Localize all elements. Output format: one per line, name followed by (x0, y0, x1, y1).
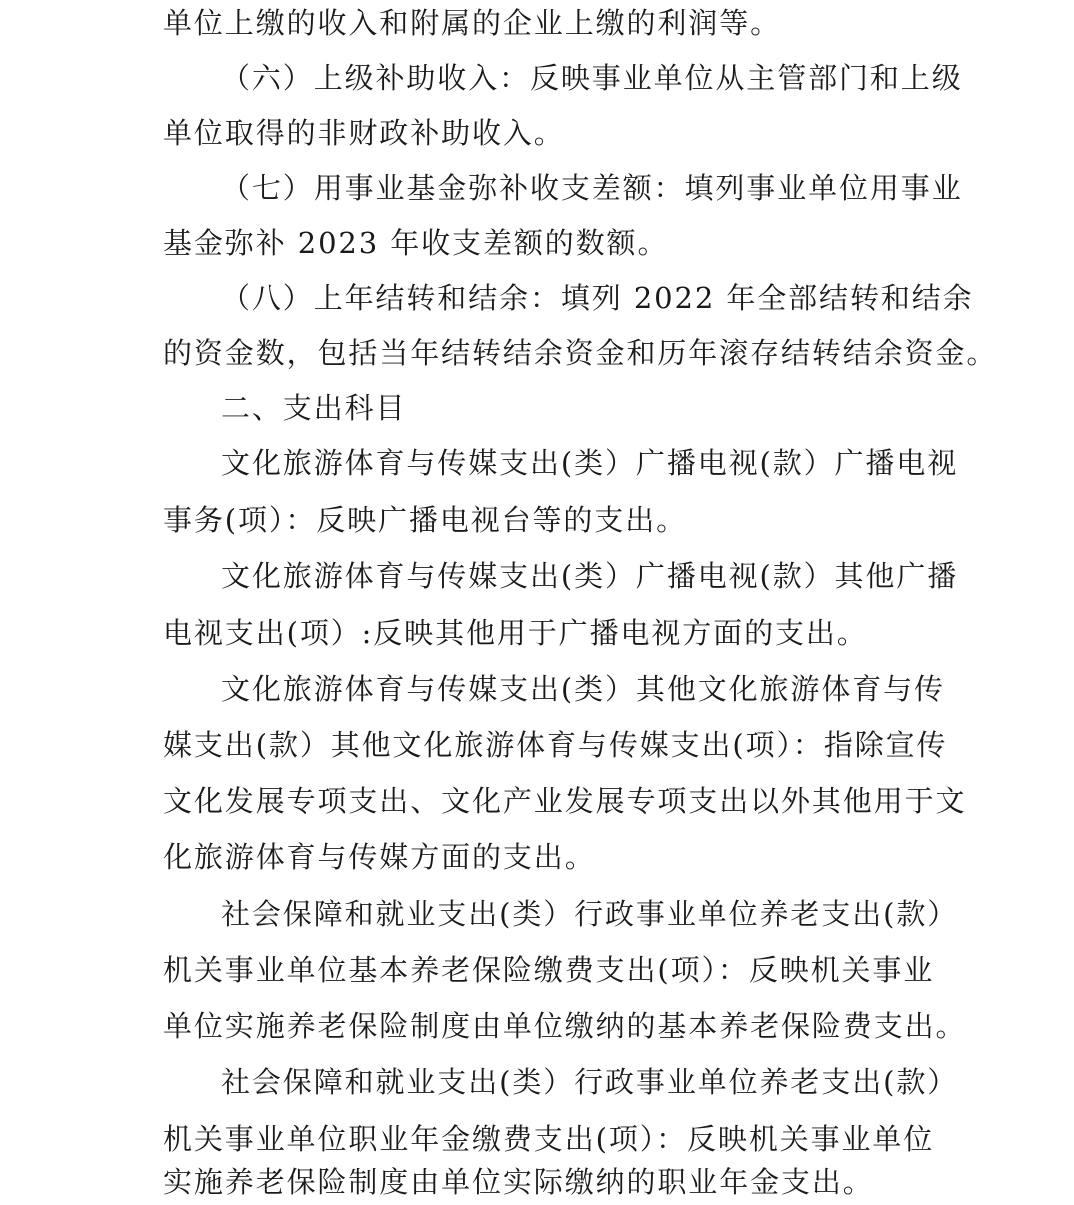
body-text-line: 媒支出(款）其他文化旅游体育与传媒支出(项）：指除宣传 (163, 728, 948, 762)
body-text-line: 实施养老保险制度由单位实际缴纳的职业年金支出。 (163, 1165, 874, 1199)
section-eight-heading: （八）上年结转和结余：填列 2022 年全部结转和结余 (221, 281, 974, 315)
body-text-line: 的资金数，包括当年结转结余资金和历年滚存结转结余资金。 (163, 336, 998, 370)
paragraph-basic-pension: 社会保障和就业支出(类）行政事业单位养老支出(款） (221, 897, 959, 931)
section-seven-heading: （七）用事业基金弥补收支差额：填列事业单位用事业 (221, 171, 963, 205)
body-text-line: 基金弥补 2023 年收支差额的数额。 (163, 226, 669, 260)
body-text-line: 文化发展专项支出、文化产业发展专项支出以外其他用于文 (163, 784, 967, 818)
body-text-line: 机关事业单位基本养老保险缴费支出(项）：反映机关事业 (163, 953, 935, 987)
paragraph-broadcast-affairs: 文化旅游体育与传媒支出(类）广播电视(款）广播电视 (221, 446, 959, 480)
body-text-line: 机关事业单位职业年金缴费支出(项）：反映机关事业单位 (163, 1122, 935, 1156)
paragraph-occupational-annuity: 社会保障和就业支出(类）行政事业单位养老支出(款） (221, 1065, 959, 1099)
section-six-heading: （六）上级补助收入：反映事业单位从主管部门和上级 (221, 61, 963, 95)
body-text-line: 化旅游体育与传媒方面的支出。 (163, 840, 596, 874)
body-text-line: 单位实施养老保险制度由单位缴纳的基本养老保险费支出。 (163, 1009, 967, 1043)
body-text-line: 电视支出(项）:反映其他用于广播电视方面的支出。 (163, 616, 868, 650)
body-text-line: 单位上缴的收入和附属的企业上缴的利润等。 (163, 6, 782, 40)
paragraph-other-culture: 文化旅游体育与传媒支出(类）其他文化旅游体育与传 (221, 672, 945, 706)
expenditure-subjects-heading: 二、支出科目 (221, 391, 407, 425)
paragraph-other-broadcast: 文化旅游体育与传媒支出(类）广播电视(款）其他广播 (221, 559, 959, 593)
body-text-line: 单位取得的非财政补助收入。 (163, 116, 565, 150)
body-text-line: 事务(项）：反映广播电视台等的支出。 (163, 503, 688, 537)
